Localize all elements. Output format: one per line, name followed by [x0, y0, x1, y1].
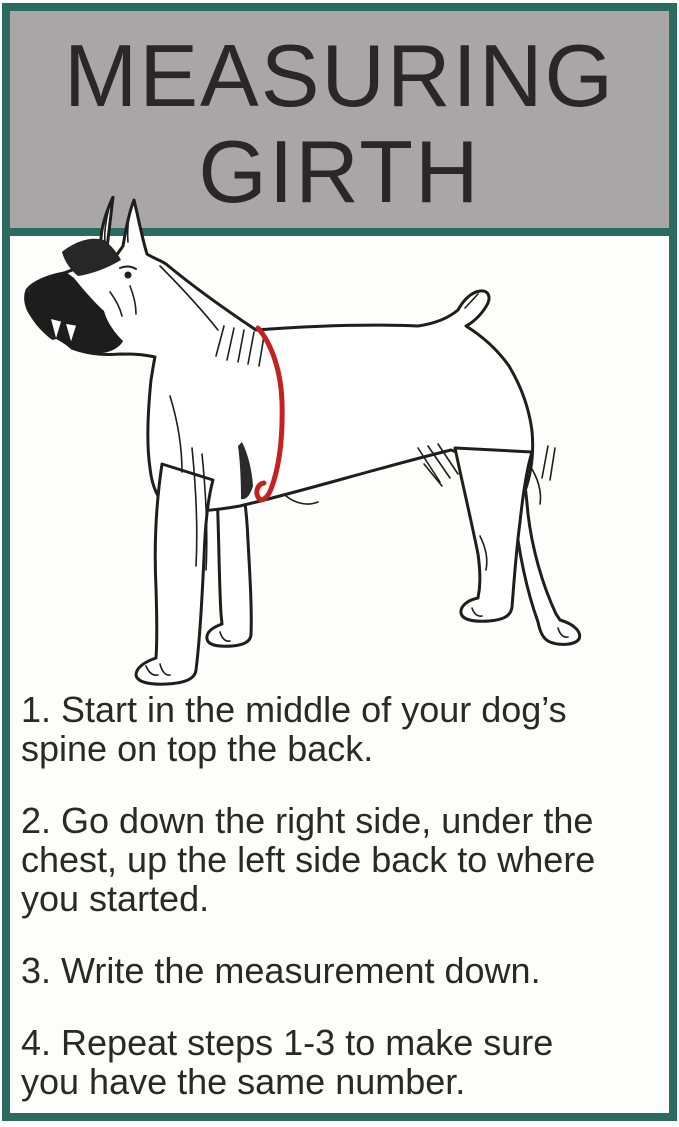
poster-header: [2, 3, 677, 228]
step-4-line-1: 4. Repeat steps 1-3 to make sure: [21, 1022, 554, 1063]
title-line-2: GIRTH: [198, 122, 481, 221]
dog-near-front-leg: [136, 464, 213, 684]
step-2-line-2: chest, up the left side back to where: [21, 839, 596, 880]
step-1-line-1: 1. Start in the middle of your dog’s: [21, 689, 567, 730]
step-4-line-2: you have the same number.: [21, 1061, 466, 1102]
poster-body: [2, 228, 677, 1121]
instruction-step-4: [21, 1023, 655, 1101]
instruction-step-2: [21, 801, 655, 918]
step-3-line-1: 3. Write the measurement down.: [21, 950, 541, 991]
step-2-line-1: 2. Go down the right side, under the: [21, 800, 594, 841]
step-1-line-2: spine on top the back.: [21, 728, 374, 769]
instruction-step-3: [21, 951, 655, 990]
title-line-1: MEASURING: [64, 26, 615, 125]
dog-far-front-leg: [207, 491, 251, 646]
illustration-area: [10, 236, 669, 690]
instructions-list: [10, 690, 669, 1101]
dog-eye: [125, 272, 132, 279]
instruction-step-1: [21, 690, 655, 768]
step-2-line-3: you started.: [21, 878, 210, 919]
page-title: [10, 11, 669, 220]
dog-illustration: [10, 196, 669, 690]
